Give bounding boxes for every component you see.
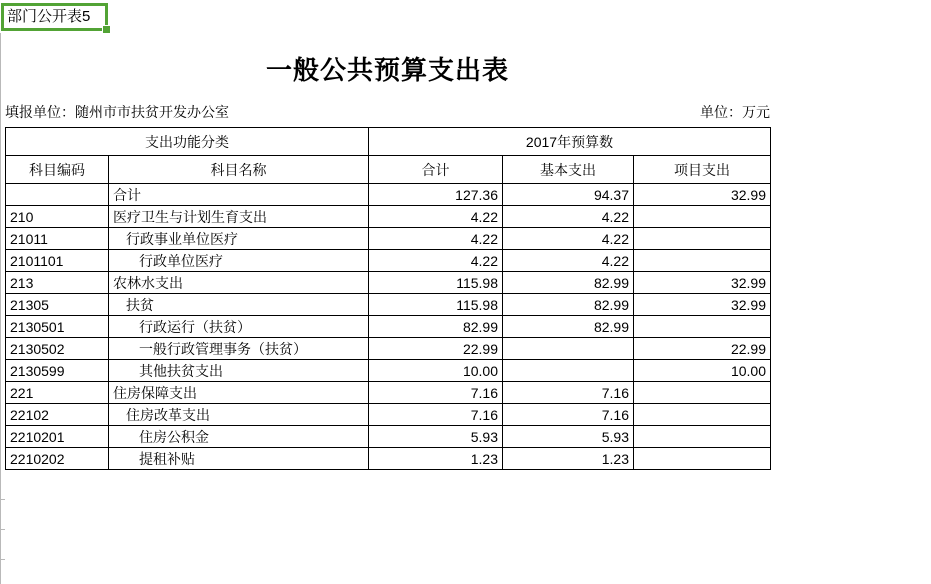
cell-subject-name[interactable]: 农林水支出 [109, 272, 369, 294]
cell-basic-expenditure[interactable]: 4.22 [503, 206, 634, 228]
cell-project-expenditure[interactable]: 10.00 [634, 360, 771, 382]
cell-subject-code[interactable]: 221 [6, 382, 109, 404]
header-total[interactable]: 合计 [369, 156, 503, 184]
cell-total[interactable]: 5.93 [369, 426, 503, 448]
table-row [6, 294, 771, 316]
sheet-label-text: 部门公开表5 [7, 8, 91, 25]
cell-project-expenditure[interactable]: 22.99 [634, 338, 771, 360]
cell-subject-name[interactable]: 提租补贴 [109, 448, 369, 470]
budget-table [5, 127, 771, 470]
selection-fill-handle[interactable] [102, 25, 111, 34]
table-row [6, 316, 771, 338]
unit-note-label: 单位：万元 [700, 104, 770, 120]
sheet-row-gridline-stub [0, 529, 5, 530]
cell-subject-name[interactable]: 行政运行（扶贫） [109, 316, 369, 338]
cell-basic-expenditure[interactable]: 7.16 [503, 382, 634, 404]
cell-project-expenditure[interactable] [634, 316, 771, 338]
cell-subject-name[interactable]: 其他扶贫支出 [109, 360, 369, 382]
header-subject-name[interactable]: 科目名称 [109, 156, 369, 184]
cell-subject-name[interactable]: 医疗卫生与计划生育支出 [109, 206, 369, 228]
cell-total[interactable]: 4.22 [369, 206, 503, 228]
cell-total[interactable]: 127.36 [369, 184, 503, 206]
cell-subject-code[interactable]: 22102 [6, 404, 109, 426]
cell-basic-expenditure[interactable] [503, 338, 634, 360]
cell-subject-code[interactable]: 2130502 [6, 338, 109, 360]
cell-total[interactable]: 1.23 [369, 448, 503, 470]
cell-total[interactable]: 82.99 [369, 316, 503, 338]
cell-basic-expenditure[interactable]: 4.22 [503, 250, 634, 272]
cell-basic-expenditure[interactable]: 1.23 [503, 448, 634, 470]
cell-subject-code[interactable]: 2130599 [6, 360, 109, 382]
cell-subject-name[interactable]: 住房保障支出 [109, 382, 369, 404]
table-row [6, 360, 771, 382]
page-title: 一般公共预算支出表 [265, 55, 509, 85]
table-row [6, 272, 771, 294]
cell-project-expenditure[interactable] [634, 404, 771, 426]
table-row [6, 382, 771, 404]
table-row [6, 250, 771, 272]
selected-cell-sheet-label[interactable] [1, 3, 108, 31]
header-project-expenditure[interactable]: 项目支出 [634, 156, 771, 184]
cell-subject-code[interactable]: 2101101 [6, 250, 109, 272]
cell-project-expenditure[interactable] [634, 448, 771, 470]
cell-project-expenditure[interactable] [634, 382, 771, 404]
cell-basic-expenditure[interactable]: 82.99 [503, 272, 634, 294]
cell-project-expenditure[interactable]: 32.99 [634, 294, 771, 316]
cell-total[interactable]: 4.22 [369, 228, 503, 250]
cell-project-expenditure[interactable] [634, 250, 771, 272]
cell-total[interactable]: 115.98 [369, 272, 503, 294]
cell-basic-expenditure[interactable]: 5.93 [503, 426, 634, 448]
cell-project-expenditure[interactable]: 32.99 [634, 184, 771, 206]
cell-total[interactable]: 7.16 [369, 382, 503, 404]
header-group-function-class[interactable]: 支出功能分类 [6, 128, 369, 156]
cell-basic-expenditure[interactable]: 7.16 [503, 404, 634, 426]
header-group-budget-2017[interactable]: 2017年预算数 [369, 128, 771, 156]
cell-total[interactable]: 4.22 [369, 250, 503, 272]
table-row [6, 206, 771, 228]
cell-basic-expenditure[interactable]: 82.99 [503, 294, 634, 316]
cell-subject-code[interactable]: 2210202 [6, 448, 109, 470]
sheet-left-gridline [0, 33, 1, 584]
sheet-row-gridline-stub [0, 559, 5, 560]
table-row [6, 338, 771, 360]
cell-basic-expenditure[interactable]: 4.22 [503, 228, 634, 250]
sheet-row-gridline-stub [0, 499, 5, 500]
table-row [6, 228, 771, 250]
cell-subject-code[interactable]: 213 [6, 272, 109, 294]
cell-subject-code[interactable]: 2130501 [6, 316, 109, 338]
table-row [6, 426, 771, 448]
cell-project-expenditure[interactable] [634, 426, 771, 448]
header-subject-code[interactable]: 科目编码 [6, 156, 109, 184]
cell-subject-name[interactable]: 扶贫 [109, 294, 369, 316]
cell-subject-name[interactable]: 合计 [109, 184, 369, 206]
cell-total[interactable]: 22.99 [369, 338, 503, 360]
cell-total[interactable]: 115.98 [369, 294, 503, 316]
cell-project-expenditure[interactable]: 32.99 [634, 272, 771, 294]
cell-subject-code[interactable]: 2210201 [6, 426, 109, 448]
table-row [6, 184, 771, 206]
cell-total[interactable]: 10.00 [369, 360, 503, 382]
cell-subject-name[interactable]: 行政单位医疗 [109, 250, 369, 272]
cell-total[interactable]: 7.16 [369, 404, 503, 426]
cell-subject-name[interactable]: 住房公积金 [109, 426, 369, 448]
cell-project-expenditure[interactable] [634, 206, 771, 228]
cell-basic-expenditure[interactable]: 82.99 [503, 316, 634, 338]
cell-subject-name[interactable]: 行政事业单位医疗 [109, 228, 369, 250]
cell-subject-code[interactable]: 210 [6, 206, 109, 228]
table-row [6, 404, 771, 426]
cell-subject-code[interactable]: 21011 [6, 228, 109, 250]
cell-basic-expenditure[interactable] [503, 360, 634, 382]
cell-subject-name[interactable]: 住房改革支出 [109, 404, 369, 426]
reporting-unit-label: 填报单位：随州市市扶贫开发办公室 [5, 104, 229, 120]
cell-subject-code[interactable]: 21305 [6, 294, 109, 316]
cell-subject-code[interactable] [6, 184, 109, 206]
meta-row [5, 102, 770, 122]
table-row [6, 448, 771, 470]
cell-subject-name[interactable]: 一般行政管理事务（扶贫） [109, 338, 369, 360]
cell-basic-expenditure[interactable]: 94.37 [503, 184, 634, 206]
header-basic-expenditure[interactable]: 基本支出 [503, 156, 634, 184]
cell-project-expenditure[interactable] [634, 228, 771, 250]
